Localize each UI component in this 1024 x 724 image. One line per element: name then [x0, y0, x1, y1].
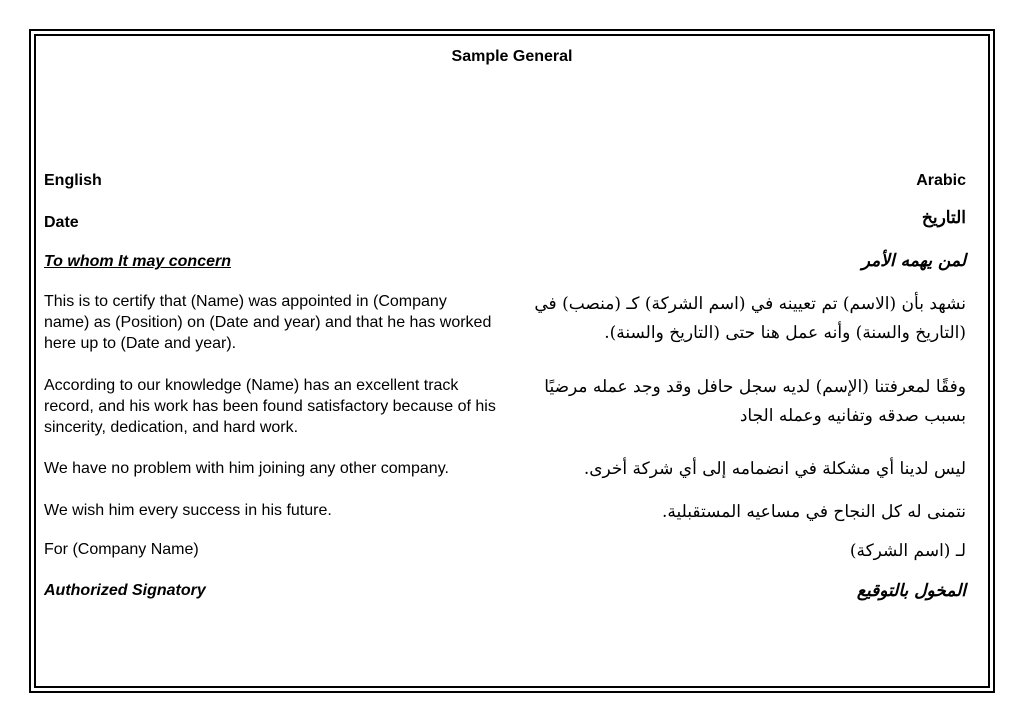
company-line-ar: لـ (اسم الشركة): [849, 541, 966, 561]
paragraph-1-en: This is to certify that (Name) was appointed in (Company name) as (Position) on (Date and year) and that he has worked here up to (Date and year).: [44, 293, 492, 352]
english-heading: English: [44, 172, 102, 189]
signatory-en: Authorized Signatory: [44, 582, 206, 599]
date-label-ar: التاريخ: [921, 208, 966, 228]
date-label-en: Date: [44, 214, 79, 231]
paragraph-3-ar: ليس لدينا أي مشكلة في انضمامه إلى أي شركة أخرى.: [583, 459, 966, 479]
document-title: Sample General: [451, 48, 573, 65]
paragraph-2-en: According to our knowledge (Name) has an excellent track record, and his work has been found satisfactory because of his sincerity, dedication, and hard work.: [44, 377, 496, 436]
salutation-en: To whom It may concern: [44, 253, 231, 270]
paragraph-4-en: We wish him every success in his future.: [44, 502, 332, 519]
company-line-en: For (Company Name): [44, 541, 199, 558]
paragraph-4-ar: نتمنى له كل النجاح في مساعيه المستقبلية.: [662, 502, 966, 522]
salutation-ar: لمن يهمه الأمر: [861, 251, 966, 271]
paragraph-2-ar: وفقًا لمعرفتنا (الإسم) لديه سجل حافل وقد وجد عمله مرضيًا بسبب صدقه وتفانيه وعمله الجاد: [544, 377, 966, 426]
signatory-ar: المخول بالتوقيع: [856, 581, 966, 601]
arabic-heading: Arabic: [916, 172, 966, 189]
paragraph-1-ar: نشهد بأن (الاسم) تم تعيينه في (اسم الشركة) كـ (منصب) في (التاريخ والسنة) وأنه عمل هنا حتى (التاريخ والسنة).: [534, 294, 966, 343]
paragraph-3-en: We have no problem with him joining any other company.: [44, 460, 449, 477]
